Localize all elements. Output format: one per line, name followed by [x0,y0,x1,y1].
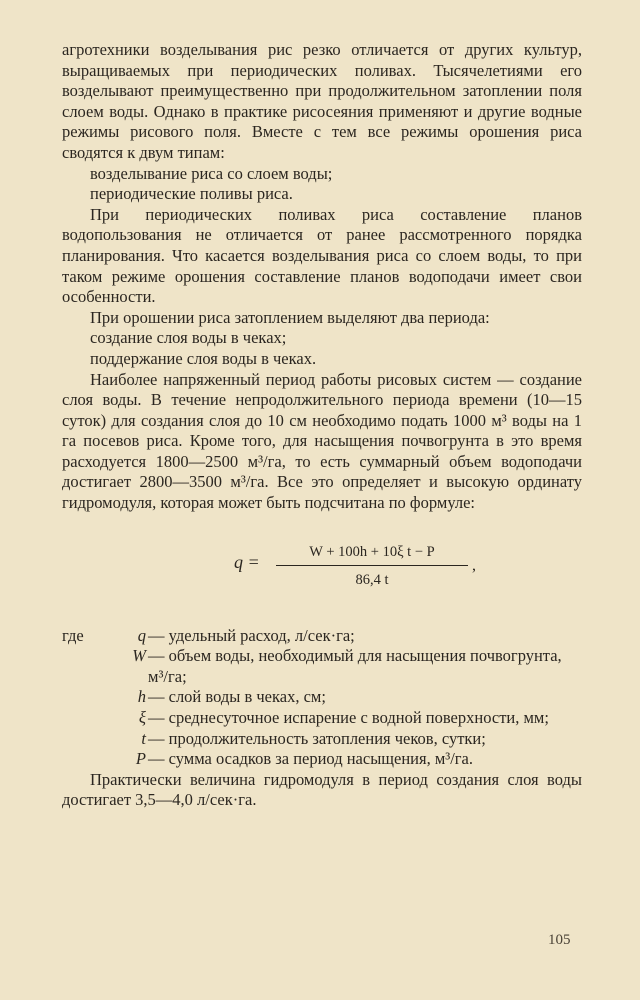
formula-fraction [274,542,470,591]
formula [62,542,582,600]
definition-text: — объем воды, необходимый для насыщения почвогрунта, м³/га; [148,646,562,686]
paragraph: При орошении риса затоплением выделяют два периода: [90,307,490,327]
paragraph: При периодических поливах риса составление планов водопользования не отличается от ранее рассмотренного порядка планирования. Что касается возделывания риса со слоем воды, то при таком режиме орошения составление планов водоподачи имеет свои особенности. [62,204,582,307]
definitions-list [62,626,582,770]
formula-numerator: W + 100h + 10ξ t − P [309,543,435,560]
list-item: возделывание риса со слоем воды; [90,163,333,183]
page-text [62,40,582,811]
paragraph-continuation: агротехники возделывания рис резко отличается от других культур, выращиваемых при периодических поливах. Тысячелетиями его возделывают преимущественно при продолжительном затоплении поля слоем воды. Однако в практике рисосеяния применяют и другие водные режимы рисового поля. Вместе с тем все режимы орошения риса сводятся к двум типам: [62,40,582,162]
definitions-lead: где [62,625,84,645]
paragraph: Практически величина гидромодуля в период создания слоя воды достигает 3,5—4,0 л/сек·га. [62,769,582,810]
definition-row [62,687,582,708]
formula-comma: , [472,556,476,574]
definition-symbol: W [132,646,146,666]
definition-text: — удельный расход, л/сек·га; [148,625,355,645]
definition-symbol: ξ [138,708,146,728]
paragraph: Наиболее напряженный период работы рисовых систем — создание слоя воды. В течение непродолжительного периода времени (10—15 суток) для создания слоя до 10 см необходимо подать 1000 м³ воды на 1 га посевов риса. Кроме того, для насыщения почвогрунта в это время расходуется 1800—2500 м³/га, то есть суммарный объем водоподачи достигает 2800—3500 м³/га. Все это определяет и высокую ординату гидромодуля, которая может быть подсчитана по формуле: [62,369,582,513]
definition-row [62,646,582,687]
definition-row [62,708,582,729]
formula-denominator: 86,4 t [355,572,389,589]
definition-text: — слой воды в чеках, см; [148,687,326,707]
list-item: поддержание слоя воды в чеках. [90,348,317,368]
definition-text: — сумма осадков за период насыщения, м³/га. [148,749,474,769]
definition-row [62,749,582,770]
formula-lhs: q = [234,551,260,572]
definition-symbol: h [137,687,146,707]
definition-symbol: t [141,728,146,748]
list-item: периодические поливы риса. [90,184,293,204]
definition-row [62,729,582,750]
definition-text: — продолжительность затопления чеков, сутки; [148,728,486,748]
list-item: создание слоя воды в чеках; [90,328,287,348]
definition-text: — среднесуточное испарение с водной поверхности, мм; [148,708,549,728]
page-number: 105 [548,932,571,948]
definition-symbol: P [135,749,146,769]
definition-row [62,626,582,647]
definition-symbol: q [137,625,146,645]
